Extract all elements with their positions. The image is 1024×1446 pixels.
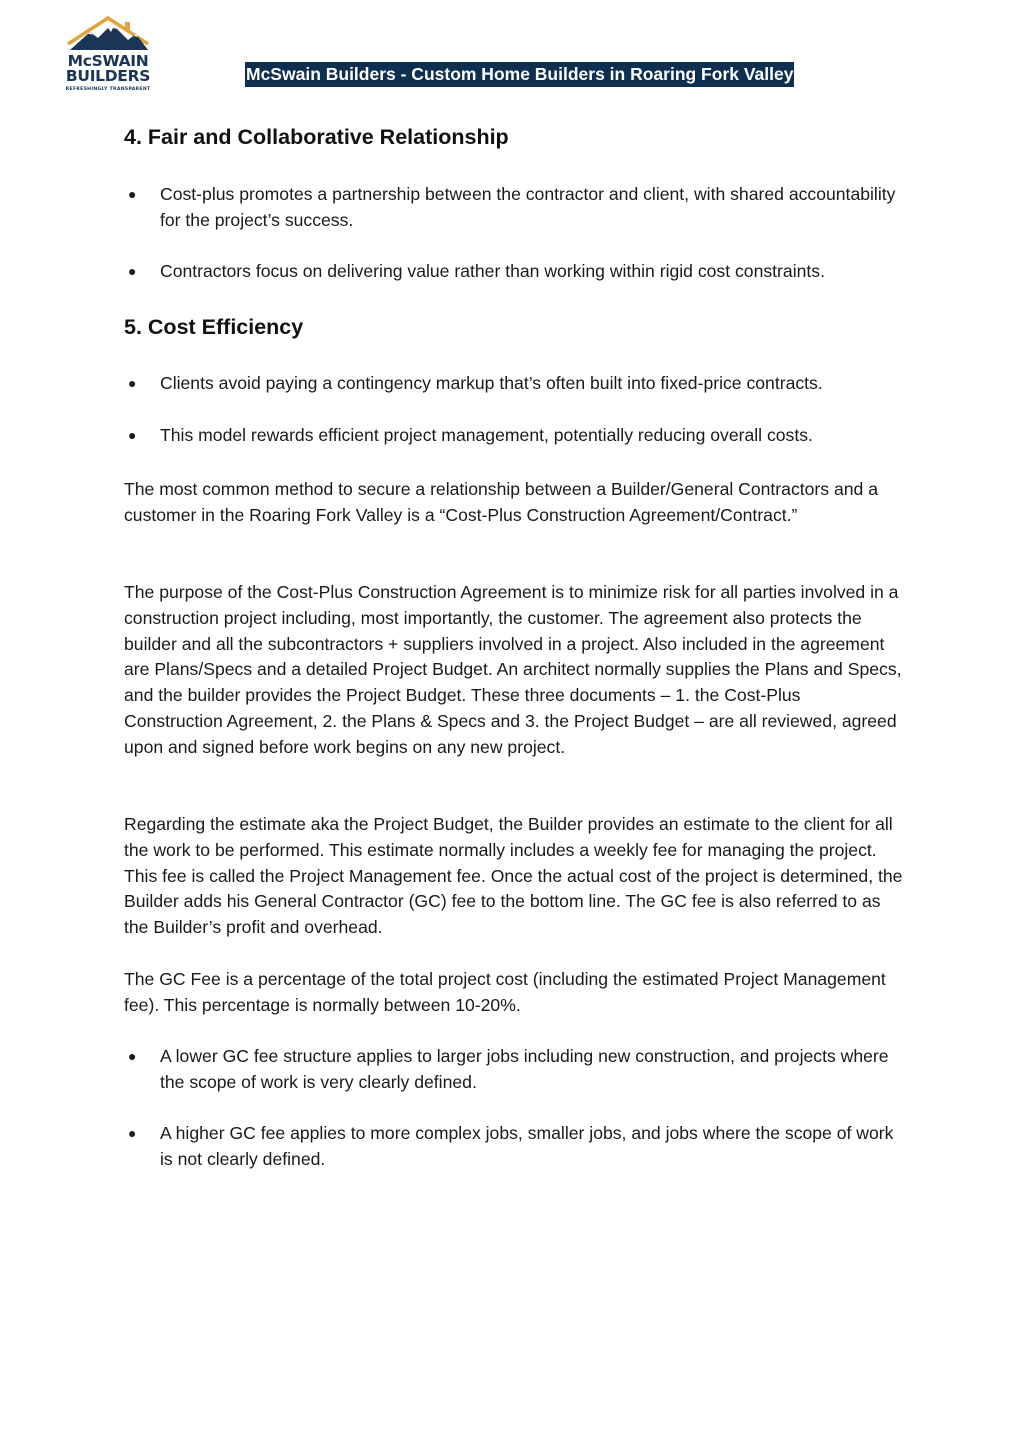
logo-name-line2: BUILDERS [65,67,151,85]
logo-name-line1: McSWAIN [67,52,149,70]
list-item-text: A lower GC fee structure applies to larger jobs including new construction, and projects where the scope of work is very clearly defined. [160,1046,889,1092]
mountain-house-logo-icon [62,14,154,54]
bullet-icon: ● [128,375,137,391]
list-item-text: Contractors focus on delivering value rather than working within rigid cost constraints. [160,261,825,281]
header-banner: McSwain Builders - Custom Home Builders in Roaring Fork Valley [245,62,794,87]
list-item [124,182,904,234]
list-item [124,1121,904,1173]
bullet-icon: ● [128,1048,137,1064]
list-item [124,1044,904,1096]
bullet-icon: ● [128,186,137,202]
list-item [124,371,904,397]
paragraph: Regarding the estimate aka the Project Budget, the Builder provides an estimate to the client for all the work to be performed. This estimate normally includes a weekly fee for managing the project. This fee is called the Project Management fee. Once the actual cost of the project is determined, the Builder adds his General Contractor (GC) fee to the bottom line. The GC fee is also referred to as the Builder’s profit and overhead. [124,814,903,938]
list-item [124,423,904,449]
list-item-text: This model rewards efficient project management, potentially reducing overall costs. [160,425,813,445]
section-heading: 4. Fair and Collaborative Relationship [124,125,509,149]
list-item-text: Cost-plus promotes a partnership between the contractor and client, with shared accountability for the project’s success. [160,184,896,230]
bullet-icon: ● [128,427,137,443]
list-item [124,259,904,285]
paragraph: The most common method to secure a relationship between a Builder/General Contractors and a customer in the Roaring Fork Valley is a “Cost-Plus Construction Agreement/Contract.” [124,479,878,525]
section-heading: 5. Cost Efficiency [124,315,304,339]
bullet-icon: ● [128,1125,137,1141]
list-item-text: A higher GC fee applies to more complex jobs, smaller jobs, and jobs where the scope of work is not clearly defined. [160,1123,894,1169]
logo-tagline: REFRESHINGLY TRANSPARENT [65,87,151,92]
paragraph: The GC Fee is a percentage of the total project cost (including the estimated Project Management fee). This percentage is normally between 10-20%. [124,969,886,1015]
list-item-text: Clients avoid paying a contingency markup that’s often built into fixed-price contracts. [160,373,823,393]
bullet-icon: ● [128,263,137,279]
company-logo [62,14,154,98]
paragraph: The purpose of the Cost-Plus Construction Agreement is to minimize risk for all parties involved in a construction project including, most importantly, the customer. The agreement also protects the builder and all the subcontractors + suppliers involved in a project. Also included in the agreement are Plans/Specs and a detailed Project Budget. An architect normally supplies the Plans and Specs, and the builder provides the Project Budget. These three documents – 1. the Cost-Plus Construction Agreement, 2. the Plans & Specs and 3. the Project Budget – are all reviewed, agreed upon and signed before work begins on any new project. [124,582,902,757]
